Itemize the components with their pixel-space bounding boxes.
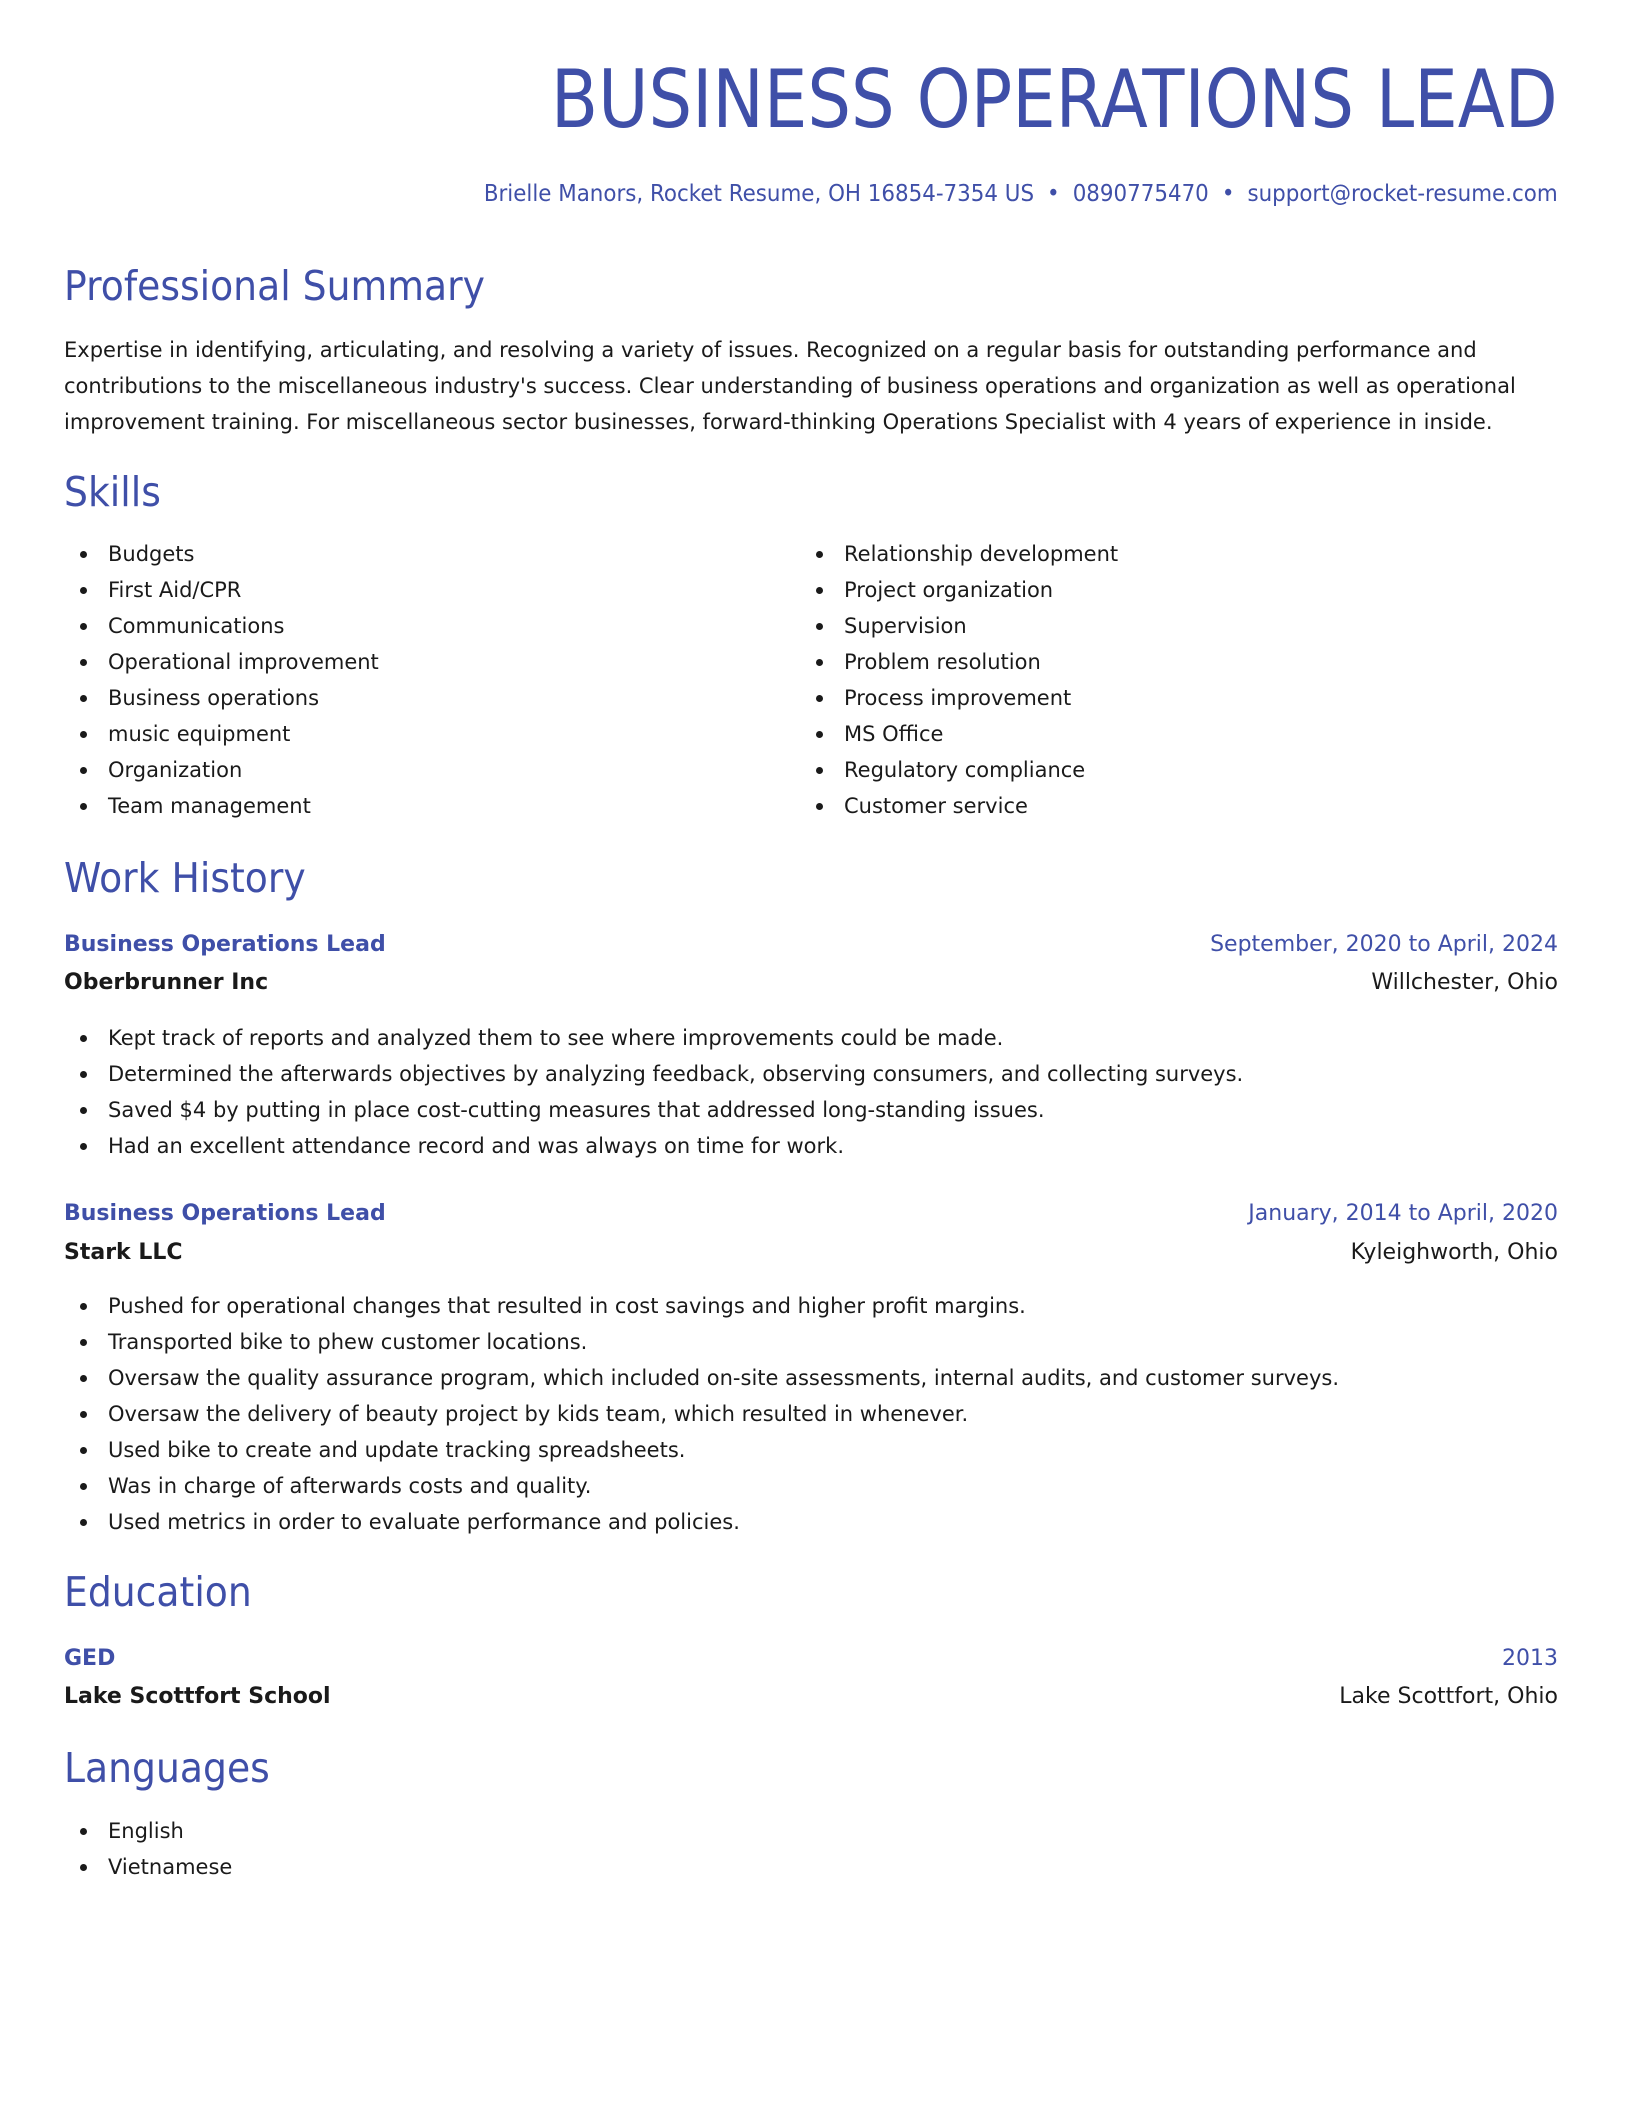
education-school: Lake Scottfort School (64, 1684, 331, 1709)
language-item: Vietnamese (64, 1849, 232, 1885)
skill-item: Project organization (800, 572, 1118, 608)
education-year: 2013 (1502, 1646, 1558, 1671)
resume-page (64, 0, 1558, 2112)
skills-heading: Skills (64, 468, 161, 516)
job-bullet: Was in charge of afterwards costs and quality. (64, 1468, 1339, 1504)
job-bullet: Oversaw the delivery of beauty project by kids team, which resulted in whenever. (64, 1396, 1339, 1432)
contact-separator: • (1222, 181, 1235, 207)
skill-item: Customer service (800, 788, 1118, 824)
job-bullet: Transported bike to phew customer locations. (64, 1324, 1339, 1360)
skill-item: Team management (64, 788, 379, 824)
education-heading: Education (64, 1568, 252, 1616)
skill-item: Problem resolution (800, 644, 1118, 680)
summary-text: Expertise in identifying, articulating, and resolving a variety of issues. Recognized on a regular basis for outstanding performance and contributions to the miscellaneous industry's success. Clear understanding of business operations and organization as well as operational improvement training. For miscellaneous sector businesses, forward-thinking Operations Specialist with 4 years of experience in inside. (64, 338, 1516, 434)
skill-item: Relationship development (800, 536, 1118, 572)
skill-item: First Aid/CPR (64, 572, 379, 608)
summary-heading: Professional Summary (64, 262, 485, 310)
job-dates: January, 2014 to April, 2020 (1248, 1201, 1558, 1226)
job-title: Business Operations Lead (64, 1201, 386, 1226)
job-bullet: Saved $4 by putting in place cost-cutting measures that addressed long-standing issues. (64, 1092, 1243, 1128)
education-header (64, 1642, 1558, 1676)
languages-list (64, 1813, 232, 1885)
education-subheader (64, 1680, 1558, 1714)
languages-heading: Languages (64, 1744, 270, 1792)
job-subheader (64, 966, 1558, 1000)
skills-list-right (800, 536, 1118, 824)
skill-item: Organization (64, 752, 379, 788)
job-bullet: Kept track of reports and analyzed them to see where improvements could be made. (64, 1020, 1243, 1056)
job-bullet: Determined the afterwards objectives by analyzing feedback, observing consumers, and collecting surveys. (64, 1056, 1243, 1092)
skill-item: Budgets (64, 536, 379, 572)
job-company: Stark LLC (64, 1240, 183, 1265)
job-bullet: Had an excellent attendance record and was always on time for work. (64, 1128, 1243, 1164)
job-bullet: Used bike to create and update tracking spreadsheets. (64, 1432, 1339, 1468)
job-header (64, 1197, 1558, 1231)
skill-item: Regulatory compliance (800, 752, 1118, 788)
skills-list-left (64, 536, 379, 824)
language-item: English (64, 1813, 232, 1849)
job-bullets (64, 1020, 1243, 1164)
skill-item: Supervision (800, 608, 1118, 644)
contact-phone[interactable]: 0890775470 (1072, 181, 1210, 207)
education-degree: GED (64, 1646, 116, 1671)
contact-address: Brielle Manors, Rocket Resume, OH 16854-7354 US (484, 181, 1035, 207)
skill-item: Communications (64, 608, 379, 644)
job-bullet: Oversaw the quality assurance program, which included on-site assessments, internal audits, and customer surveys. (64, 1360, 1339, 1396)
job-bullet: Pushed for operational changes that resulted in cost savings and higher profit margins. (64, 1288, 1339, 1324)
job-subheader (64, 1236, 1558, 1270)
job-title: Business Operations Lead (64, 932, 386, 957)
job-header (64, 928, 1558, 962)
skill-item: Process improvement (800, 680, 1118, 716)
skill-item: MS Office (800, 716, 1118, 752)
job-bullets (64, 1288, 1339, 1540)
contact-separator: • (1047, 181, 1060, 207)
contact-email[interactable]: support@rocket-resume.com (1247, 181, 1558, 207)
skill-item: Business operations (64, 680, 379, 716)
skill-item: Operational improvement (64, 644, 379, 680)
education-location: Lake Scottfort, Ohio (1339, 1684, 1558, 1709)
job-location: Kyleighworth, Ohio (1350, 1240, 1558, 1265)
work-heading: Work History (64, 854, 306, 902)
resume-title: BUSINESS OPERATIONS LEAD (551, 53, 1558, 146)
job-location: Willchester, Ohio (1371, 970, 1558, 995)
contact-line (484, 178, 1558, 210)
job-dates: September, 2020 to April, 2024 (1210, 932, 1558, 957)
skill-item: music equipment (64, 716, 379, 752)
job-company: Oberbrunner Inc (64, 970, 269, 995)
job-bullet: Used metrics in order to evaluate performance and policies. (64, 1504, 1339, 1540)
